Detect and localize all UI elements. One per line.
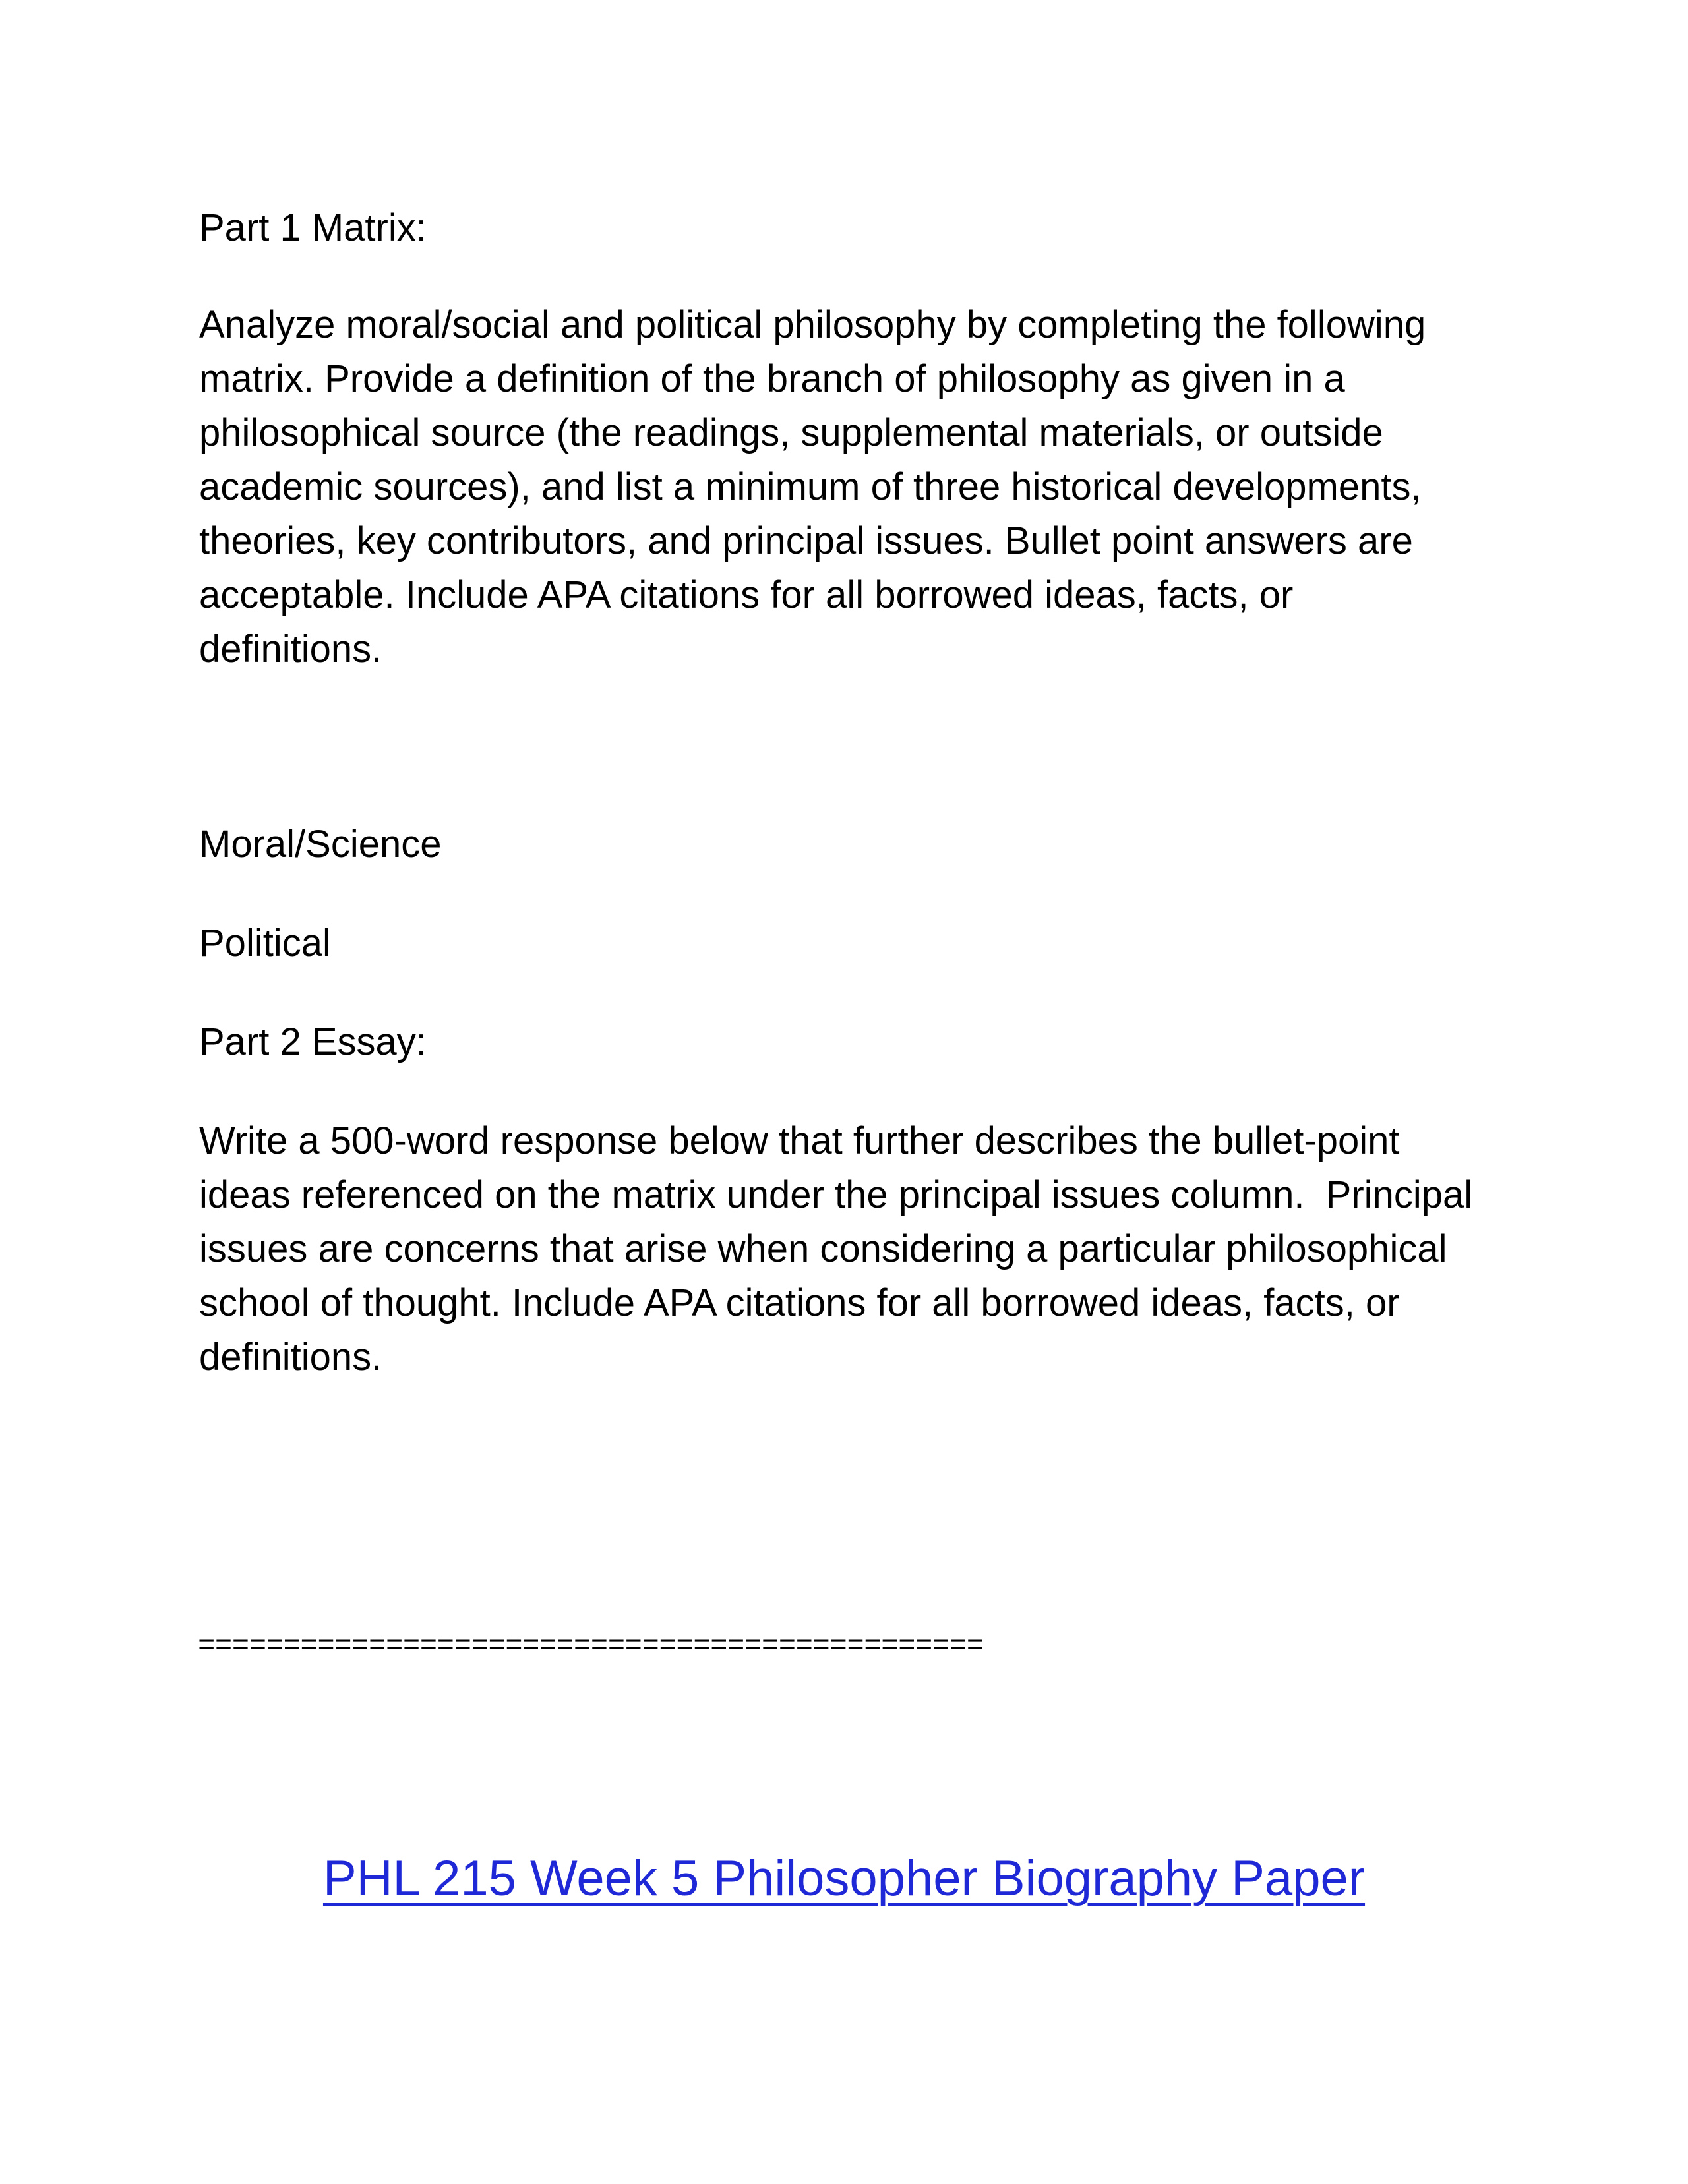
part1-heading: Part 1 Matrix: bbox=[199, 206, 427, 249]
matrix-row-moral-science: Moral/Science bbox=[199, 823, 442, 866]
part2-heading: Part 2 Essay: bbox=[199, 1020, 427, 1063]
next-assignment-link[interactable]: PHL 215 Week 5 Philosopher Biography Paper bbox=[322, 1850, 1366, 1906]
part1-instructions: Analyze moral/social and political philosophy by completing the following matrix. Provide a definition of the branch of philosophy as given in a philosophical source (the readings, supplemental materials, or outside academic sources), and list a minimum of three historical developments, theories, key contributors, and principal issues. Bullet point answers are acceptable. Include APA citations for all borrowed ideas, facts, or definitions. bbox=[199, 303, 1437, 670]
part2-instructions: Write a 500-word response below that further describes the bullet-point ideas referenced on the matrix under the principal issues column. Principal issues are concerns that arise when considering a particular philosophical school of thought. Include APA citations for all borrowed ideas, facts, or definitions. bbox=[199, 1119, 1484, 1378]
matrix-row-political: Political bbox=[199, 922, 331, 964]
section-divider: ============================================== bbox=[198, 1630, 984, 1663]
